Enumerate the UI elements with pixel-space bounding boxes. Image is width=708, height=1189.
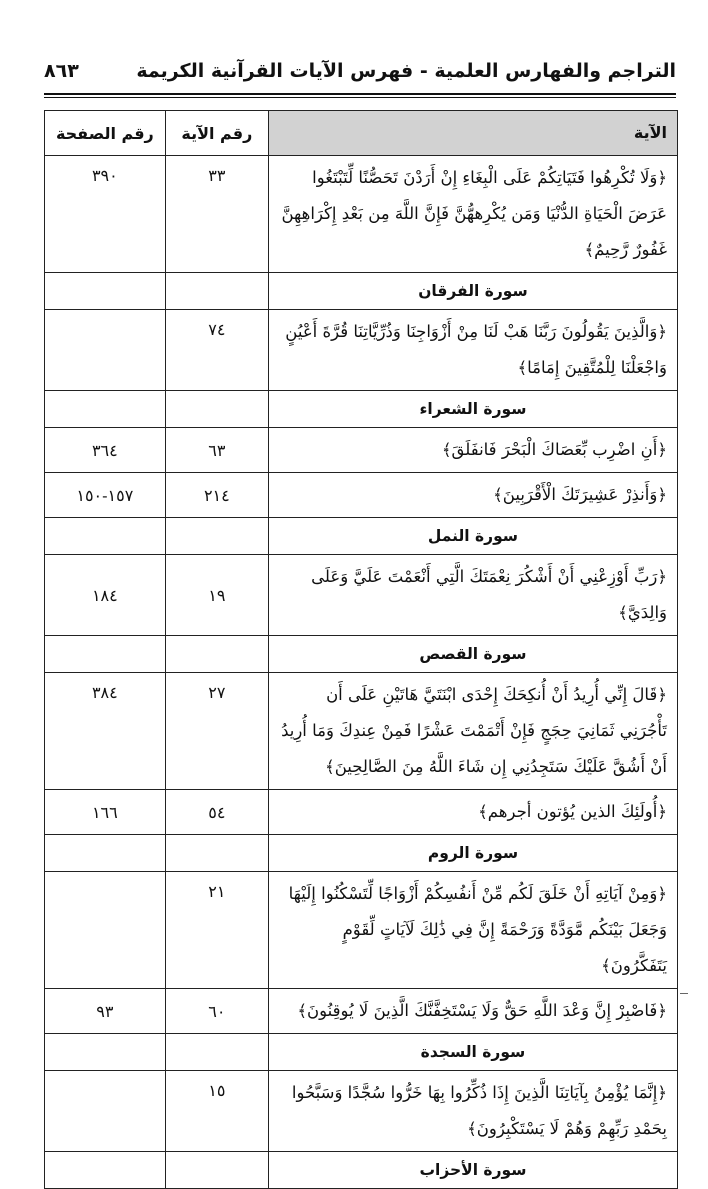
surah-heading-row: [45, 835, 678, 872]
ayah-number: ١٩: [165, 555, 268, 636]
ayah-text: ﴿قَالَ إِنِّي أُرِيدُ أَنْ أُنكِحَكَ إِحْدَى ابْنَتَيَّ هَاتَيْنِ عَلَى أَن تَأْجُرَنِي ثَمَانِيَ حِجَجٍ فَإِنْ أَتْمَمْتَ عَشْرًا فَمِنْ عِندِكَ وَمَا أُرِيدُ أَنْ أَشُقَّ عَلَيْكَ سَتَجِدُنِي إِن شَاءَ اللَّهُ مِنَ الصَّالِحِينَ﴾: [268, 673, 677, 790]
ayah-number: ٦٠: [165, 989, 268, 1034]
ayah-text: ﴿رَبِّ أَوْزِعْنِي أَنْ أَشْكُرَ نِعْمَتَكَ الَّتِي أَنْعَمْتَ عَلَيَّ وَعَلَى وَالِدَيَّ﴾: [268, 555, 677, 636]
table-row: [45, 673, 678, 790]
ayah-number: ١٥: [165, 1071, 268, 1152]
ayah-text: ﴿أُولَئِكَ الذين يُؤتون أجرهم﴾: [268, 790, 677, 835]
surah-heading: سورة الروم: [268, 835, 677, 872]
ayah-number: ٣٣: [165, 156, 268, 273]
ayah-number: ٥٤: [165, 790, 268, 835]
ayah-number: ٦٣: [165, 428, 268, 473]
empty-cell: [165, 835, 268, 872]
column-header-ayah: الآية: [268, 111, 677, 156]
ayah-text: ﴿فَاصْبِرْ إِنَّ وَعْدَ اللَّهِ حَقٌّ وَلَا يَسْتَخِفَّنَّكَ الَّذِينَ لَا يُوقِنُونَ﴾: [268, 989, 677, 1034]
page-ref: [45, 1071, 166, 1152]
ayah-text: ﴿وَأَنذِرْ عَشِيرَتَكَ الْأَقْرَبِينَ﴾: [268, 473, 677, 518]
ayah-number: ٢١: [165, 872, 268, 989]
empty-cell: [165, 636, 268, 673]
table-header-row: [45, 111, 678, 156]
empty-cell: [45, 391, 166, 428]
table-row: [45, 1071, 678, 1152]
surah-heading-row: [45, 1034, 678, 1071]
table-row: [45, 989, 678, 1034]
empty-cell: [165, 273, 268, 310]
ayah-number: ٧٤: [165, 310, 268, 391]
ayah-number: ٢١٤: [165, 473, 268, 518]
page-ref: [45, 310, 166, 391]
surah-heading: سورة الأحزاب: [268, 1152, 677, 1189]
surah-heading: سورة الفرقان: [268, 273, 677, 310]
empty-cell: [45, 1034, 166, 1071]
page-ref: ٣٦٤: [45, 428, 166, 473]
ayah-text: ﴿إِنَّمَا يُؤْمِنُ بِآيَاتِنَا الَّذِينَ إِذَا ذُكِّرُوا بِهَا خَرُّوا سُجَّدًا وَسَبَّحُوا بِحَمْدِ رَبِّهِمْ وَهُمْ لَا يَسْتَكْبِرُونَ﴾: [268, 1071, 677, 1152]
empty-cell: [45, 835, 166, 872]
verse-index-table: [44, 110, 678, 1189]
page-ref: [45, 872, 166, 989]
page-ref: ٩٣: [45, 989, 166, 1034]
table-row: [45, 872, 678, 989]
page-ref: ١٨٤: [45, 555, 166, 636]
empty-cell: [165, 1152, 268, 1189]
surah-heading-row: [45, 518, 678, 555]
surah-heading: سورة الشعراء: [268, 391, 677, 428]
empty-cell: [165, 518, 268, 555]
header-rule-thin: [44, 97, 676, 98]
page-number: ٨٦٣: [44, 60, 79, 82]
surah-heading-row: [45, 391, 678, 428]
surah-heading: سورة القصص: [268, 636, 677, 673]
margin-mark: [680, 993, 688, 994]
surah-heading-row: [45, 636, 678, 673]
page-ref: ٣٨٤: [45, 673, 166, 790]
empty-cell: [45, 518, 166, 555]
empty-cell: [165, 391, 268, 428]
table-row: [45, 310, 678, 391]
ayah-text: ﴿وَمِنْ آيَاتِهِ أَنْ خَلَقَ لَكُم مِّنْ أَنفُسِكُمْ أَزْوَاجًا لِّتَسْكُنُوا إِلَيْهَا وَجَعَلَ بَيْنَكُم مَّوَدَّةً وَرَحْمَةً إِنَّ فِي ذَٰلِكَ لَآيَاتٍ لِّقَوْمٍ يَتَفَكَّرُونَ﴾: [268, 872, 677, 989]
empty-cell: [45, 273, 166, 310]
empty-cell: [45, 1152, 166, 1189]
table-row: [45, 473, 678, 518]
running-title: التراجم والفهارس العلمية - فهرس الآيات القرآنية الكريمة: [136, 60, 676, 82]
table-row: [45, 156, 678, 273]
table-row: [45, 428, 678, 473]
surah-heading-row: [45, 273, 678, 310]
page-ref: ٣٩٠: [45, 156, 166, 273]
header-rule: [44, 93, 676, 95]
surah-heading-row: [45, 1152, 678, 1189]
ayah-number: ٢٧: [165, 673, 268, 790]
table-row: [45, 555, 678, 636]
page-ref: ١٦٦: [45, 790, 166, 835]
ayah-text: ﴿أَنِ اضْرِب بِّعَصَاكَ الْبَحْرَ فَانفَلَقَ﴾: [268, 428, 677, 473]
ayah-text: ﴿وَلَا تُكْرِهُوا فَتَيَاتِكُمْ عَلَى الْبِغَاءِ إِنْ أَرَدْنَ تَحَصُّنًا لِّتَبْتَغُوا عَرَضَ الْحَيَاةِ الدُّنْيَا وَمَن يُكْرِههُّنَّ فَإِنَّ اللَّهَ مِن بَعْدِ إِكْرَاهِهِنَّ غَفُورٌ رَّحِيمٌ﴾: [268, 156, 677, 273]
column-header-ayah-number: رقم الآية: [165, 111, 268, 156]
surah-heading: سورة النمل: [268, 518, 677, 555]
page-header: [44, 60, 676, 96]
table-row: [45, 790, 678, 835]
page-ref: ١٥٧-١٥٠: [45, 473, 166, 518]
empty-cell: [45, 636, 166, 673]
empty-cell: [165, 1034, 268, 1071]
column-header-page: رقم الصفحة: [45, 111, 166, 156]
ayah-text: ﴿وَالَّذِينَ يَقُولُونَ رَبَّنَا هَبْ لَنَا مِنْ أَزْوَاجِنَا وَذُرِّيَّاتِنَا قُرَّةَ أَعْيُنٍ وَاجْعَلْنَا لِلْمُتَّقِينَ إِمَامًا﴾: [268, 310, 677, 391]
surah-heading: سورة السجدة: [268, 1034, 677, 1071]
